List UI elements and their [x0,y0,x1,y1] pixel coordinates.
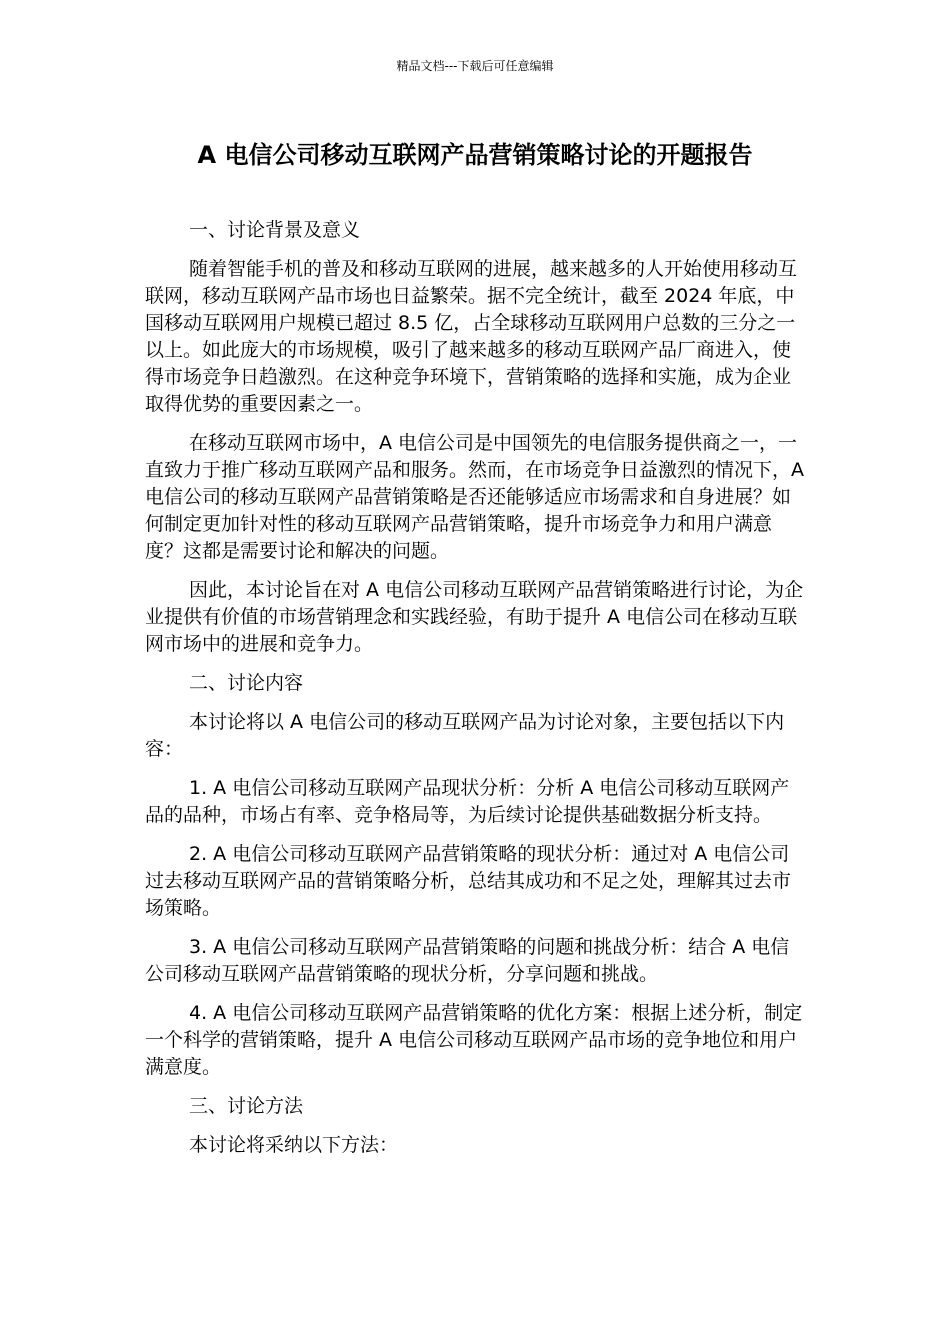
paragraph-background-1: 随着智能手机的普及和移动互联网的进展，越来越多的人开始使用移动互联网，移动互联网产品市场也日益繁荣。据不完全统计，截至 2024 年底，中国移动互联网用户规模已超过 8.5 亿，占全球移动互联网用户总数的三分之一以上。如此庞大的市场规模，吸引了越来越多的移动互联网产品厂商进入，使得市场竞争日趋激烈。在这种竞争环境下，营销策略的选择和实施，成为企业取得优势的重要因素之一。 [145,258,798,415]
content-list-item: 1. A 电信公司移动互联网产品现状分析：分析 A 电信公司移动互联网产品的品种，市场占有率、竞争格局等，为后续讨论提供基础数据分析支持。 [145,777,790,826]
section-heading-content: 二、讨论内容 [189,672,304,694]
paragraph-method-intro: 本讨论将采纳以下方法： [189,1134,399,1156]
paragraph-background-2: 在移动互联网市场中，A 电信公司是中国领先的电信服务提供商之一，一直致力于推广移动互联网产品和服务。然而，在市场竞争日益激烈的情况下，A 电信公司的移动互联网产品营销策略是否还能够适应市场需求和自身进展？如何制定更加针对性的移动互联网产品营销策略，提升市场竞争力和用户满意度？这都是需要讨论和解决的问题。 [145,432,804,562]
paragraph-content-intro: 本讨论将以 A 电信公司的移动互联网产品为讨论对象，主要包括以下内容： [145,711,785,760]
page-header: 精品文档---下载后可任意编辑 [396,59,554,73]
content-list-item: 2. A 电信公司移动互联网产品营销策略的现状分析：通过对 A 电信公司过去移动互联网产品的营销策略分析，总结其成功和不足之处，理解其过去市场策略。 [145,843,792,919]
content-list-item: 3. A 电信公司移动互联网产品营销策略的问题和挑战分析：结合 A 电信公司移动互联网产品营销策略的现状分析，分享问题和挑战。 [145,936,790,985]
section-heading-method: 三、讨论方法 [189,1095,304,1117]
document-body [145,217,807,1171]
section-heading-background: 一、讨论背景及意义 [189,219,361,241]
content-list-item: 4. A 电信公司移动互联网产品营销策略的优化方案：根据上述分析，制定一个科学的营销策略，提升 A 电信公司移动互联网产品市场的竞争地位和用户满意度。 [145,1002,803,1078]
document-title: A 电信公司移动互联网产品营销策略讨论的开题报告 [197,141,753,169]
paragraph-background-3: 因此，本讨论旨在对 A 电信公司移动互联网产品营销策略进行讨论，为企业提供有价值的市场营销理念和实践经验，有助于提升 A 电信公司在移动互联网市场中的进展和竞争力。 [145,579,804,655]
